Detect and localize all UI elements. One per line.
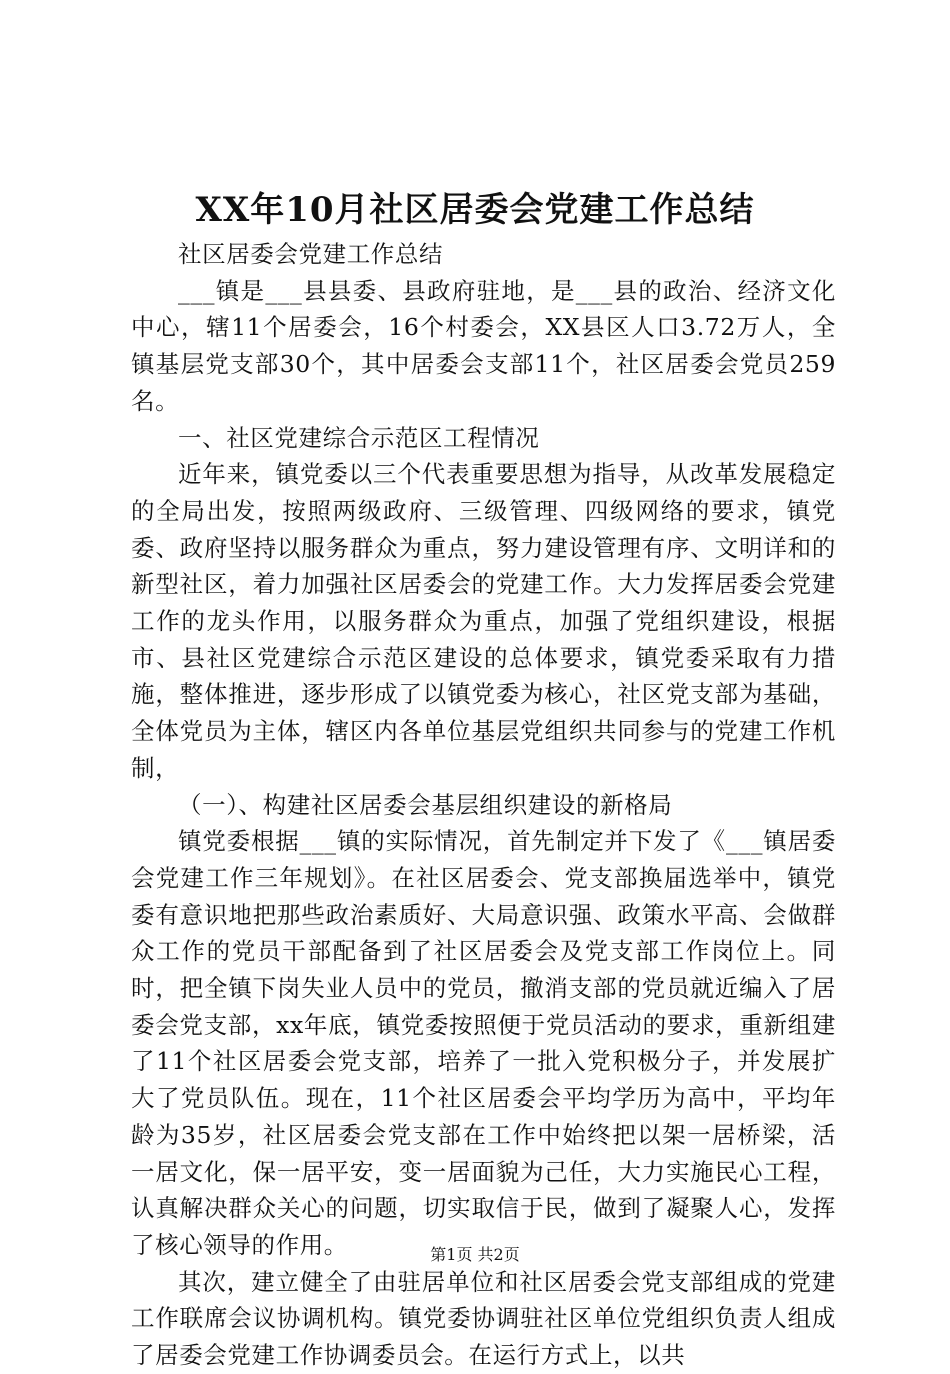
section-heading-1: 一、社区党建综合示范区工程情况: [178, 423, 540, 452]
page-footer: 第1页 共2页: [430, 1245, 520, 1264]
document-body: [131, 236, 836, 1374]
subtitle-paragraph: 社区居委会党建工作总结: [178, 240, 444, 268]
subsection-heading-1: （一）、构建社区居委会基层组织建设的新格局: [178, 790, 673, 819]
body-paragraph: 镇党委根据___镇的实际情况，首先制定并下发了《___镇居委会党建工作三年规划》。在社区居委会、党支部换届选举中，镇党委有意识地把那些政治素质好、大局意识强、政策水平高、会做群众工作的党员干部配备到了社区居委会及党支部工作岗位上。同时，把全镇下岗失业人员中的党员，撤消支部的党员就近编入了居委会党支部，xx年底，镇党委按照便于党员活动的要求，重新组建了11个社区居委会党支部，培养了一批入党积极分子，并发展扩大了党员队伍。现在，11个社区居委会平均学历为高中，平均年龄为35岁，社区居委会党支部在工作中始终把以架一居桥梁，活一居文化，保一居平安，变一居面貌为己任，大力实施民心工程，认真解决群众关心的问题，切实取信于民，做到了凝聚人心，发挥了核心领导的作用。: [131, 827, 836, 1259]
document-title: XX年10月社区居委会党建工作总结: [195, 190, 755, 230]
body-paragraph: 其次，建立健全了由驻居单位和社区居委会党支部组成的党建工作联席会议协调机构。镇党委协调驻社区单位党组织负责人组成了居委会党建工作协调委员会。在运行方式上，以共: [131, 1267, 836, 1370]
body-paragraph: 近年来，镇党委以三个代表重要思想为指导，从改革发展稳定的全局出发，按照两级政府、三级管理、四级网络的要求，镇党委、政府坚持以服务群众为重点，努力建设管理有序、文明详和的新型社区，着力加强社区居委会的党建工作。大力发挥居委会党建工作的龙头作用，以服务群众为重点，加强了党组织建设，根据市、县社区党建综合示范区建设的总体要求，镇党委采取有力措施，整体推进，逐步形成了以镇党委为核心，社区党支部为基础，全体党员为主体，辖区内各单位基层党组织共同参与的党建工作机制，: [131, 460, 836, 782]
intro-paragraph: ___镇是___县县委、县政府驻地，是___县的政治、经济文化中心，辖11个居委会，16个村委会，XX县区人口3.72万人，全镇基层党支部30个，其中居委会支部11个，社区居委会党员259名。: [131, 276, 836, 415]
